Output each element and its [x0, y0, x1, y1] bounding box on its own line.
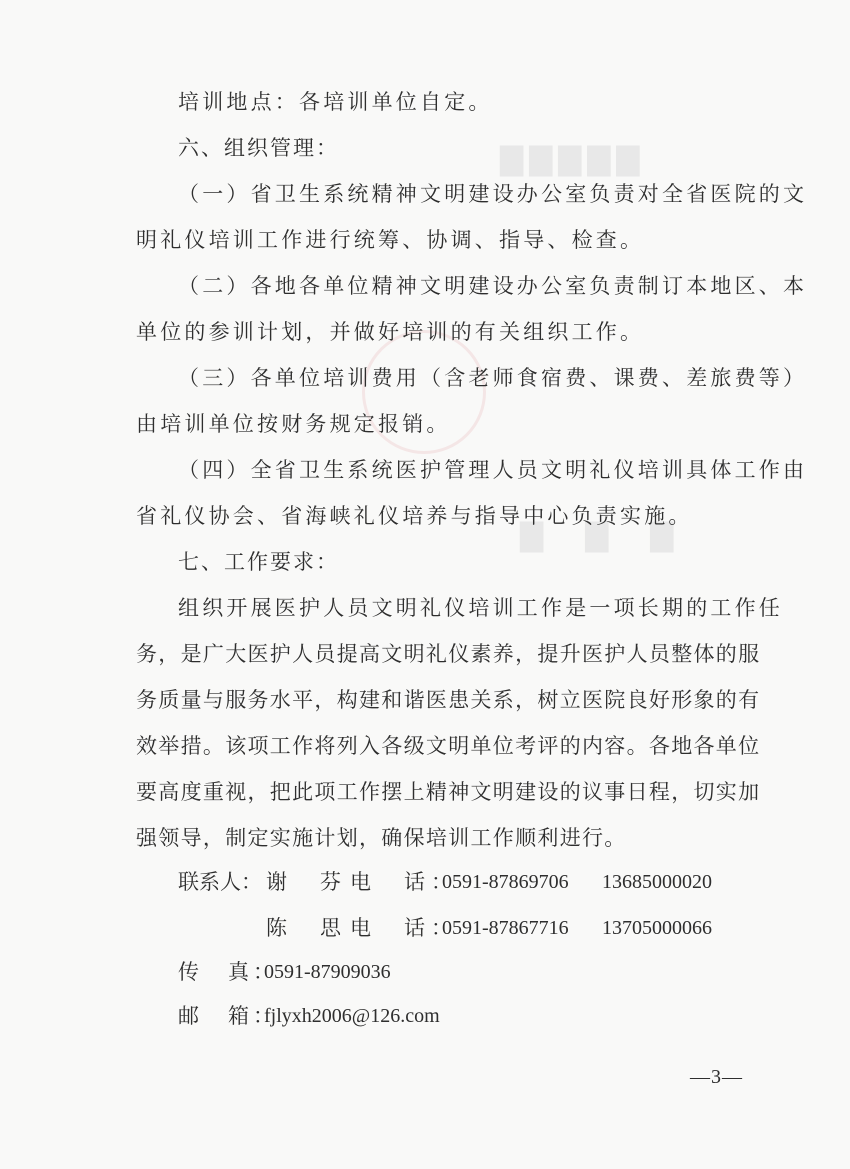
- contact-label: 联系人：: [178, 870, 262, 894]
- paragraph-item3-line1: （三）各单位培训费用（含老师食宿费、课费、差旅费等）: [178, 366, 808, 390]
- email-row: [178, 1002, 578, 1032]
- contact-person-name: 谢 芬: [266, 870, 347, 894]
- page-number: —3—: [690, 1066, 743, 1088]
- paragraph-item4-line2: 省礼仪协会、省海峡礼仪培养与指导中心负责实施。: [136, 504, 693, 528]
- phone-label: 电 话：: [350, 916, 458, 940]
- phone-label: 电 话：: [350, 870, 458, 894]
- contact-row-2: [178, 914, 738, 944]
- mobile-number: 13705000066: [602, 917, 712, 939]
- mobile-number: 13685000020: [602, 871, 712, 893]
- training-location-line: 培训地点：各培训单位自定。: [178, 90, 493, 114]
- section-heading-organization: 六、组织管理：: [178, 136, 339, 160]
- paragraph-item1-line2: 明礼仪培训工作进行统筹、协调、指导、检查。: [136, 228, 645, 252]
- email-label: 邮 箱：: [178, 1004, 278, 1028]
- fax-label: 传 真：: [178, 960, 278, 984]
- paragraph-item2-line1: （二）各地各单位精神文明建设办公室负责制订本地区、本: [178, 274, 808, 298]
- paragraph-item3-line2: 由培训单位按财务规定报销。: [136, 412, 451, 436]
- fax-row: [178, 958, 578, 988]
- paragraph-item2-line2: 单位的参训计划，并做好培训的有关组织工作。: [136, 320, 645, 344]
- paragraph-requirements-line6: 强领导，制定实施计划，确保培训工作顺利进行。: [136, 826, 627, 850]
- paragraph-requirements-line1: 组织开展医护人员文明礼仪培训工作是一项长期的工作任: [178, 596, 783, 620]
- paragraph-requirements-line3: 务质量与服务水平，构建和谐医患关系，树立医院良好形象的有: [136, 688, 761, 712]
- paragraph-item4-line1: （四）全省卫生系统医护管理人员文明礼仪培训具体工作由: [178, 458, 808, 482]
- bleed-through-text: ▇ ▇ ▇: [520, 518, 680, 553]
- section-heading-requirements: 七、工作要求：: [178, 550, 339, 574]
- email-address: fjlyxh2006@126.com: [264, 1005, 440, 1027]
- paragraph-item1-line1: （一）省卫生系统精神文明建设办公室负责对全省医院的文: [178, 182, 808, 206]
- contact-row-1: [178, 868, 738, 898]
- contact-person-name: 陈 思: [266, 916, 347, 940]
- bleed-through-text: ▇▇▇▇▇: [500, 142, 646, 177]
- landline-number: 0591-87867716: [442, 917, 569, 939]
- landline-number: 0591-87869706: [442, 871, 569, 893]
- paragraph-requirements-line4: 效举措。该项工作将列入各级文明单位考评的内容。各地各单位: [136, 734, 761, 758]
- paragraph-requirements-line2: 务，是广大医护人员提高文明礼仪素养，提升医护人员整体的服: [136, 642, 761, 666]
- paragraph-requirements-line5: 要高度重视，把此项工作摆上精神文明建设的议事日程，切实加: [136, 780, 761, 804]
- fax-number: 0591-87909036: [264, 961, 391, 983]
